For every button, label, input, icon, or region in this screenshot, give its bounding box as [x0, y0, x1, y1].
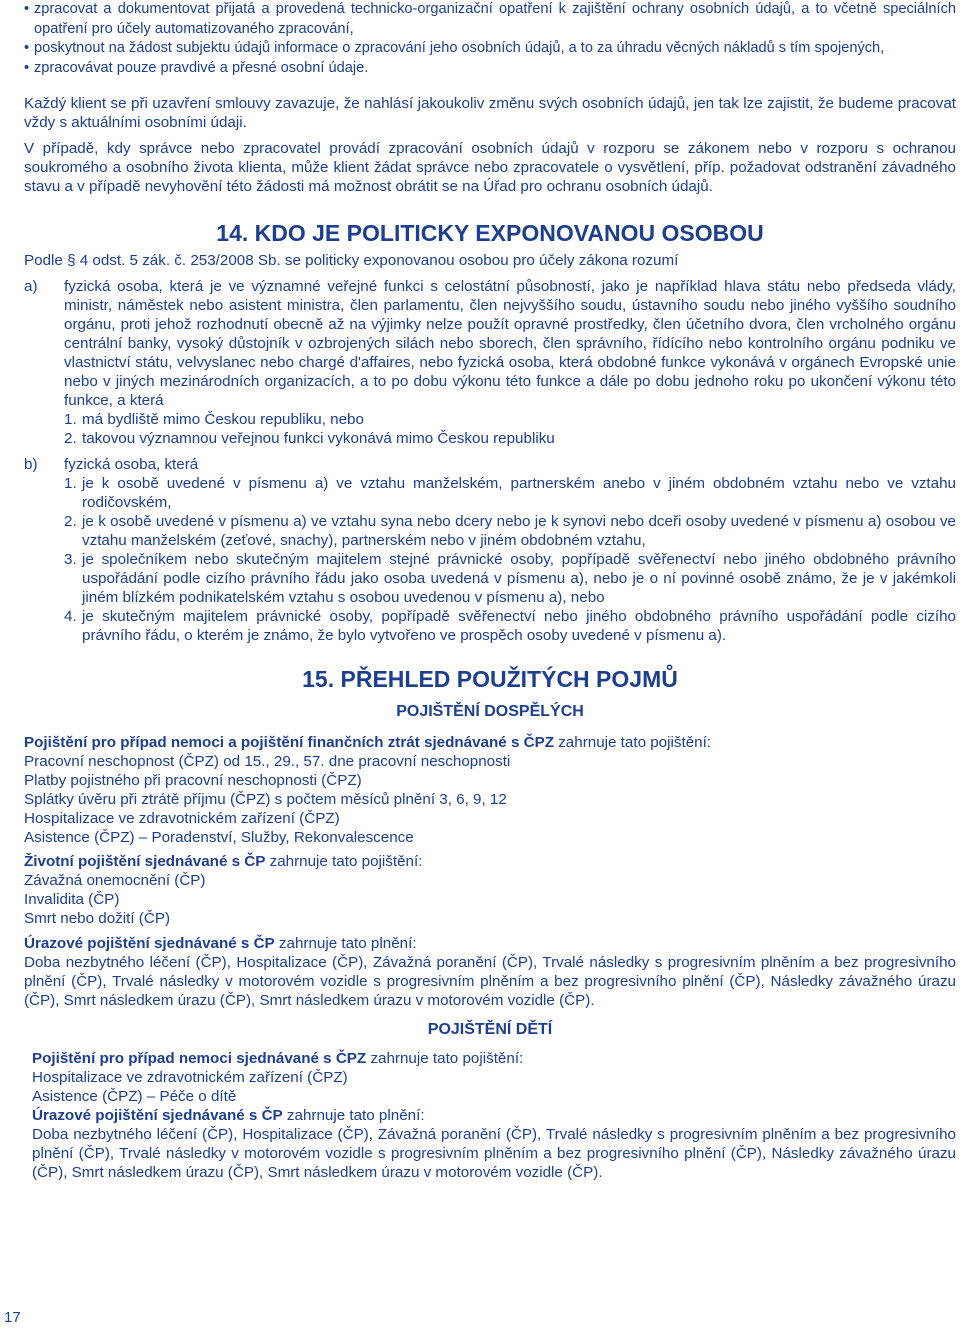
- sub-item-text: je skutečným majitelem právnické osoby, popřípadě svěřenectví nebo jiného obdobného právního uspořádání podle cizího právního řádu, o kterém je známo, že bylo vytvořeno ve prospěch osoby uvedené v písmenu a).: [82, 608, 956, 644]
- sub-item-text: takovou významnou veřejnou funkci vykonává mimo Českou republiku: [82, 430, 555, 447]
- section-14-intro: Podle § 4 odst. 5 zák. č. 253/2008 Sb. se politicky exponovanou osobou pro účely zákona rozumí: [24, 252, 679, 269]
- insurance-item: Asistence (ČPZ) – Péče o dítě: [32, 1088, 237, 1105]
- group-title: Pojištění pro případ nemoci a pojištění finančních ztrát sjednávané s ČPZ: [24, 734, 554, 751]
- pep-definition-b: [24, 455, 956, 645]
- group-title-suffix: zahrnuje tato plnění:: [282, 1107, 425, 1124]
- children-heading: POJIŠTĚNÍ DĚTÍ: [427, 1021, 553, 1038]
- sub-item-number: 2.: [64, 430, 77, 447]
- sub-item-text: je k osobě uvedené v písmenu a) ve vztahu syna nebo dcery nebo je k synovi nebo dceři osoby uvedené v písmenu a) osobou ve vztahu manželském (zeťové, snachy), partnerském nebo v jiném obdobném vztahu,: [82, 513, 956, 549]
- sub-item-number: 2.: [64, 513, 77, 530]
- group-title-suffix: zahrnuje tato plnění:: [274, 935, 417, 952]
- sub-item-number: 1.: [64, 411, 77, 428]
- insurance-item: Splátky úvěru při ztrátě příjmu (ČPZ) s počtem měsíců plnění 3, 6, 9, 12: [24, 791, 507, 808]
- section-14-heading: 14. KDO JE POLITICKY EXPONOVANOU OSOBOU: [216, 220, 764, 246]
- insurance-item: Invalidita (ČP): [24, 891, 120, 908]
- definition-text: fyzická osoba, která: [64, 456, 199, 473]
- insurance-item: Závažná onemocnění (ČP): [24, 872, 206, 889]
- obligations-list: [24, 0, 956, 78]
- sub-item-number: 1.: [64, 475, 77, 492]
- sub-item: [64, 474, 956, 512]
- paragraph-violation: V případě, kdy správce nebo zpracovatel provádí zpracování osobních údajů v rozporu se zákonem nebo v rozporu s ochranou soukromého a osobního života klienta, může klient žádat správce nebo zpracovatele o vysvětlení, příp. požadovat odstranění závadného stavu a v případě nevyhovění této žádosti má možnost obrátit se na Úřad pro ochranu osobních údajů.: [24, 140, 956, 195]
- section-15-heading: 15. PŘEHLED POUŽITÝCH POJMŮ: [302, 666, 678, 692]
- list-marker: a): [24, 278, 38, 295]
- sub-item-number: 4.: [64, 608, 77, 625]
- bullet-item: • zpracovat a dokumentovat přijatá a provedená technicko-organizační opatření k zajištění ochrany osobních údajů, a to včetně speciálních opatření pro účely automatizovaného zpracování,: [24, 0, 956, 39]
- bullet-item: • poskytnout na žádost subjektu údajů informace o zpracování jeho osobních údajů, a to za úhradu věcných nákladů s tím spojených,: [24, 39, 956, 59]
- adult-accident-group: [24, 934, 956, 1010]
- insurance-description: Doba nezbytného léčení (ČP), Hospitalizace (ČP), Závažná poranění (ČP), Trvalé následky s progresivním plněním a bez progresivního plnění (ČP), Trvalé následky v motorovém vozidle s progresivním plněním a bez progresivního plnění (ČP), Následky závažného úrazu (ČP), Smrt následkem úrazu (ČP), Smrt následkem úrazu v motorovém vozidle (ČP).: [32, 1126, 956, 1181]
- group-title-suffix: zahrnuje tato pojištění:: [366, 1050, 524, 1067]
- sub-item-number: 3.: [64, 551, 77, 568]
- insurance-item: Pracovní neschopnost (ČPZ) od 15., 29., 57. dne pracovní neschopnosti: [24, 753, 511, 770]
- insurance-item: Hospitalizace ve zdravotnickém zařízení (ČPZ): [32, 1069, 348, 1086]
- pep-definition-a: [24, 277, 956, 448]
- group-title-suffix: zahrnuje tato pojištění:: [553, 734, 712, 751]
- insurance-item: Hospitalizace ve zdravotnickém zařízení (ČPZ): [24, 810, 340, 827]
- adults-heading: POJIŠTĚNÍ DOSPĚLÝCH: [396, 703, 584, 720]
- insurance-item: Asistence (ČPZ) – Poradenství, Služby, Rekonvalescence: [24, 829, 414, 846]
- group-title: Životní pojištění sjednávané s ČP: [24, 853, 266, 870]
- sub-item-text: má bydliště mimo Českou republiku, nebo: [82, 411, 364, 428]
- bullet-item: • zpracovávat pouze pravdivé a přesné osobní údaje.: [24, 59, 956, 79]
- group-title: Pojištění pro případ nemoci sjednávané s ČPZ: [32, 1050, 367, 1067]
- group-title: Úrazové pojištění sjednávané s ČP: [32, 1107, 283, 1124]
- sub-item: [64, 550, 956, 607]
- insurance-item: Smrt nebo dožití (ČP): [24, 910, 171, 927]
- adult-illness-group: [24, 733, 956, 847]
- definition-text: fyzická osoba, která je ve významné veřejné funkci s celostátní působností, jako je například hlava státu nebo předseda vlády, ministr, náměstek nebo asistent ministra, člen parlamentu, člen nejvyššího soudu, ústavního soudu nebo jiného vyššího soudního orgánu, proti jehož rozhodnutí obecně až na výjimky nelze použít opravné prostředky, člen účetního dvora, člen vrcholného orgánu centrální banky, vysoký důstojník v ozbrojených silách nebo sborech, člen správního, řídícího nebo kontrolního orgánu podniku ve vlastnictví státu, velvyslanec nebo chargé d'affaires, nebo fyzická osoba, která obdobné funkce vykonává v orgánech Evropské unie nebo v jiných mezinárodních organizacích, a to po dobu výkonu této funkce a dále po dobu jednoho roku po ukončení výkonu této funkce, a která: [64, 278, 956, 409]
- sub-item-text: je k osobě uvedené v písmenu a) ve vztahu manželském, partnerském anebo v jiném obdobném vztahu nebo ve vztahu rodičovském,: [82, 475, 956, 511]
- sub-item: [64, 429, 956, 448]
- sub-item: [64, 410, 956, 429]
- sub-item-text: je společníkem nebo skutečným majitelem stejné právnické osoby, popřípadě svěřenectví nebo jiného obdobného právního uspořádání podle cizího právního řádu jako osoba uvedená v písmenu a), nebo je o ní povinné osobě známo, že je v jakémkoli jiném blízkém podnikatelském vztahu s osobou uvedenou v písmenu a), nebo: [82, 551, 956, 606]
- group-title-suffix: zahrnuje tato pojištění:: [265, 853, 423, 870]
- adult-life-group: [24, 852, 956, 928]
- insurance-item: Platby pojistného při pracovní neschopnosti (ČPZ): [24, 772, 362, 789]
- paragraph-data-change: Každý klient se při uzavření smlouvy zavazuje, že nahlásí jakoukoliv změnu svých osobních údajů, jen tak lze zajistit, že budeme pracovat vždy s aktuálními osobními údaji.: [24, 95, 956, 131]
- sub-item: [64, 607, 956, 645]
- group-title: Úrazové pojištění sjednávané s ČP: [24, 935, 275, 952]
- page-number: 17: [4, 1309, 21, 1326]
- sub-item: [64, 512, 956, 550]
- children-illness-group: [32, 1049, 956, 1182]
- list-marker: b): [24, 456, 38, 473]
- insurance-description: Doba nezbytného léčení (ČP), Hospitalizace (ČP), Závažná poranění (ČP), Trvalé následky s progresivním plněním a bez progresivního plnění (ČP), Trvalé následky v motorovém vozidle s progresivním plněním a bez progresivního plnění (ČP), Následky závažného úrazu (ČP), Smrt následkem úrazu (ČP), Smrt následkem úrazu v motorovém vozidle (ČP).: [24, 954, 956, 1009]
